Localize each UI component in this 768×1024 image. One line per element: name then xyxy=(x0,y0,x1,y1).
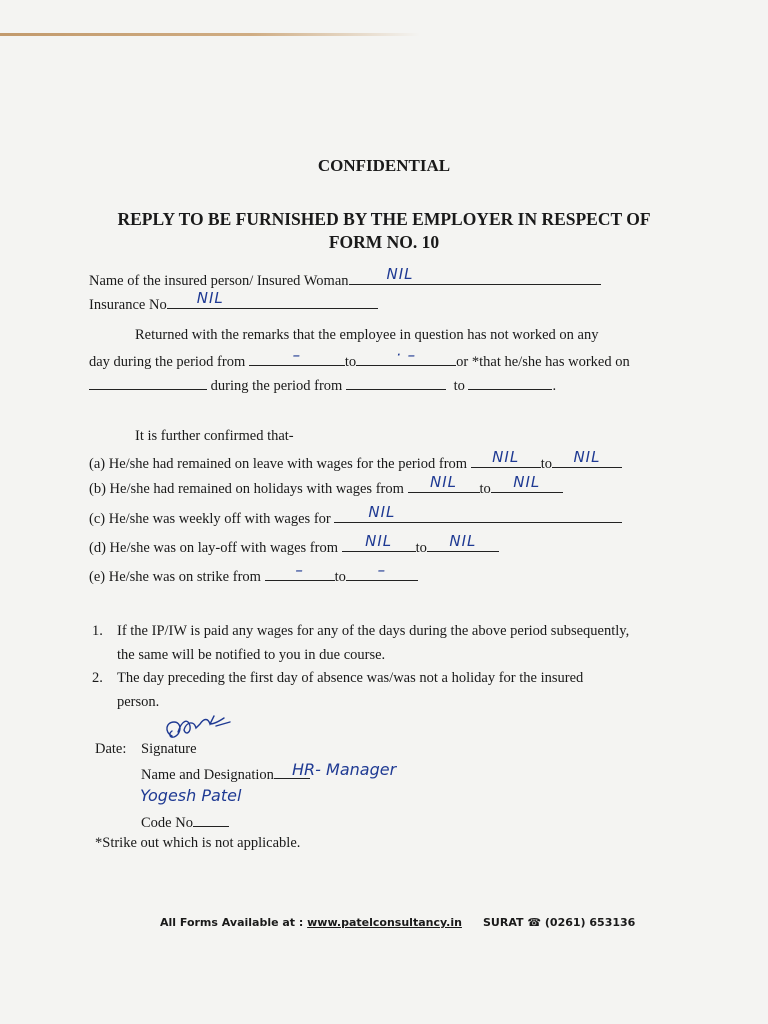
returned-line3 xyxy=(89,375,556,395)
item-a-label: (a) He/she had remained on leave with wages for the period from xyxy=(89,456,468,472)
insured-name-row xyxy=(89,265,601,290)
item-e-to-value: – xyxy=(377,561,387,579)
period-to-field[interactable] xyxy=(356,346,456,366)
insurance-no-value: NIL xyxy=(196,289,224,307)
insured-name-label: Name of the insured person/ Insured Woman xyxy=(89,273,349,289)
note-1-number: 1. xyxy=(92,623,103,639)
date-label: Date: xyxy=(95,741,127,757)
worked-to-field[interactable] xyxy=(468,375,552,390)
item-d-to-label: to xyxy=(415,540,427,556)
item-d-to-value: NIL xyxy=(449,532,477,550)
form-title-line2: FORM NO. 10 xyxy=(328,232,440,252)
designation-label: Name and Designation xyxy=(141,767,274,783)
code-no-row xyxy=(141,812,229,832)
item-b-from-field[interactable] xyxy=(408,473,480,493)
item-e-to-label: to xyxy=(334,569,346,585)
item-d-label: (d) He/she was on lay-off with wages from xyxy=(89,540,338,556)
item-b-from-value: NIL xyxy=(430,473,458,491)
footer-label: All Forms Available at : xyxy=(160,916,304,929)
paper-edge xyxy=(0,33,420,36)
period-from-field[interactable] xyxy=(249,346,345,366)
note-1-line1: If the IP/IW is paid any wages for any of the days during the above period subsequently, xyxy=(117,623,630,639)
designation-value: HR- Manager xyxy=(292,760,397,779)
worked-period-label: during the period from xyxy=(210,378,343,394)
period-to-value: · – xyxy=(396,346,417,364)
footer-forms xyxy=(160,916,462,929)
period-to-label: to xyxy=(344,354,357,370)
footer-contact xyxy=(483,916,635,929)
note-2-line1: The day preceding the first day of absence was/was not a holiday for the insured xyxy=(117,670,584,686)
employer-name-value: Yogesh Patel xyxy=(140,786,242,805)
item-c-label: (c) He/she was weekly off with wages for xyxy=(89,511,331,527)
worked-from-field[interactable] xyxy=(346,375,446,390)
form-title-line1: REPLY TO BE FURNISHED BY THE EMPLOYER IN RESPECT OF xyxy=(117,209,651,229)
item-a-from-value: NIL xyxy=(492,448,520,466)
item-d-row xyxy=(89,532,499,557)
returned-line1: Returned with the remarks that the employee in question has not worked on any xyxy=(135,327,599,343)
item-b-label: (b) He/she had remained on holidays with wages from xyxy=(89,481,404,497)
item-b-row xyxy=(89,473,563,498)
item-a-from-field[interactable] xyxy=(471,448,541,468)
item-e-from-field[interactable] xyxy=(265,561,335,581)
insurance-no-row xyxy=(89,289,378,314)
returned-or-label: or *that he/she has worked on xyxy=(456,354,630,370)
note-2-number: 2. xyxy=(92,670,103,686)
note-2-line2: person. xyxy=(117,694,160,710)
confidential-heading: CONFIDENTIAL xyxy=(317,156,451,175)
insured-name-value: NIL xyxy=(386,265,414,283)
signature-label: Signature xyxy=(141,741,197,757)
item-b-to-value: NIL xyxy=(513,473,541,491)
worked-end: . xyxy=(552,378,557,394)
worked-days-field[interactable] xyxy=(89,375,207,390)
footer-phone: (0261) 653136 xyxy=(544,916,636,929)
period-from-value: – xyxy=(292,346,302,364)
item-a-to-value: NIL xyxy=(573,448,601,466)
returned-period-label: day during the period from xyxy=(89,354,246,370)
confirmed-intro: It is further confirmed that- xyxy=(135,428,294,444)
insurance-no-label: Insurance No xyxy=(89,297,167,313)
strike-out-note: *Strike out which is not applicable. xyxy=(95,835,301,851)
item-d-from-field[interactable] xyxy=(342,532,416,552)
item-d-to-field[interactable] xyxy=(427,532,499,552)
phone-icon: ☎ xyxy=(527,916,542,929)
returned-line2 xyxy=(89,346,630,371)
item-a-row xyxy=(89,448,622,473)
code-no-label: Code No xyxy=(141,815,193,831)
item-e-label: (e) He/she was on strike from xyxy=(89,569,261,585)
insured-name-field[interactable] xyxy=(349,265,601,285)
code-no-field[interactable] xyxy=(193,812,229,827)
insurance-no-field[interactable] xyxy=(167,289,378,309)
item-c-field[interactable] xyxy=(334,503,622,523)
item-b-to-field[interactable] xyxy=(491,473,563,493)
footer-city: SURAT xyxy=(483,916,524,929)
item-b-to-label: to xyxy=(479,481,491,497)
footer-website-link[interactable]: www.patelconsultancy.in xyxy=(307,916,462,929)
designation-row xyxy=(141,764,310,784)
item-e-from-value: – xyxy=(295,561,304,579)
worked-to-label: to xyxy=(453,378,465,394)
item-a-to-label: to xyxy=(540,456,552,472)
item-e-row xyxy=(89,561,418,586)
item-a-to-field[interactable] xyxy=(552,448,622,468)
item-e-to-field[interactable] xyxy=(346,561,418,581)
item-c-row xyxy=(89,503,622,528)
item-c-value: NIL xyxy=(368,503,396,521)
note-1-line2: the same will be notified to you in due course. xyxy=(117,647,386,663)
item-d-from-value: NIL xyxy=(365,532,393,550)
